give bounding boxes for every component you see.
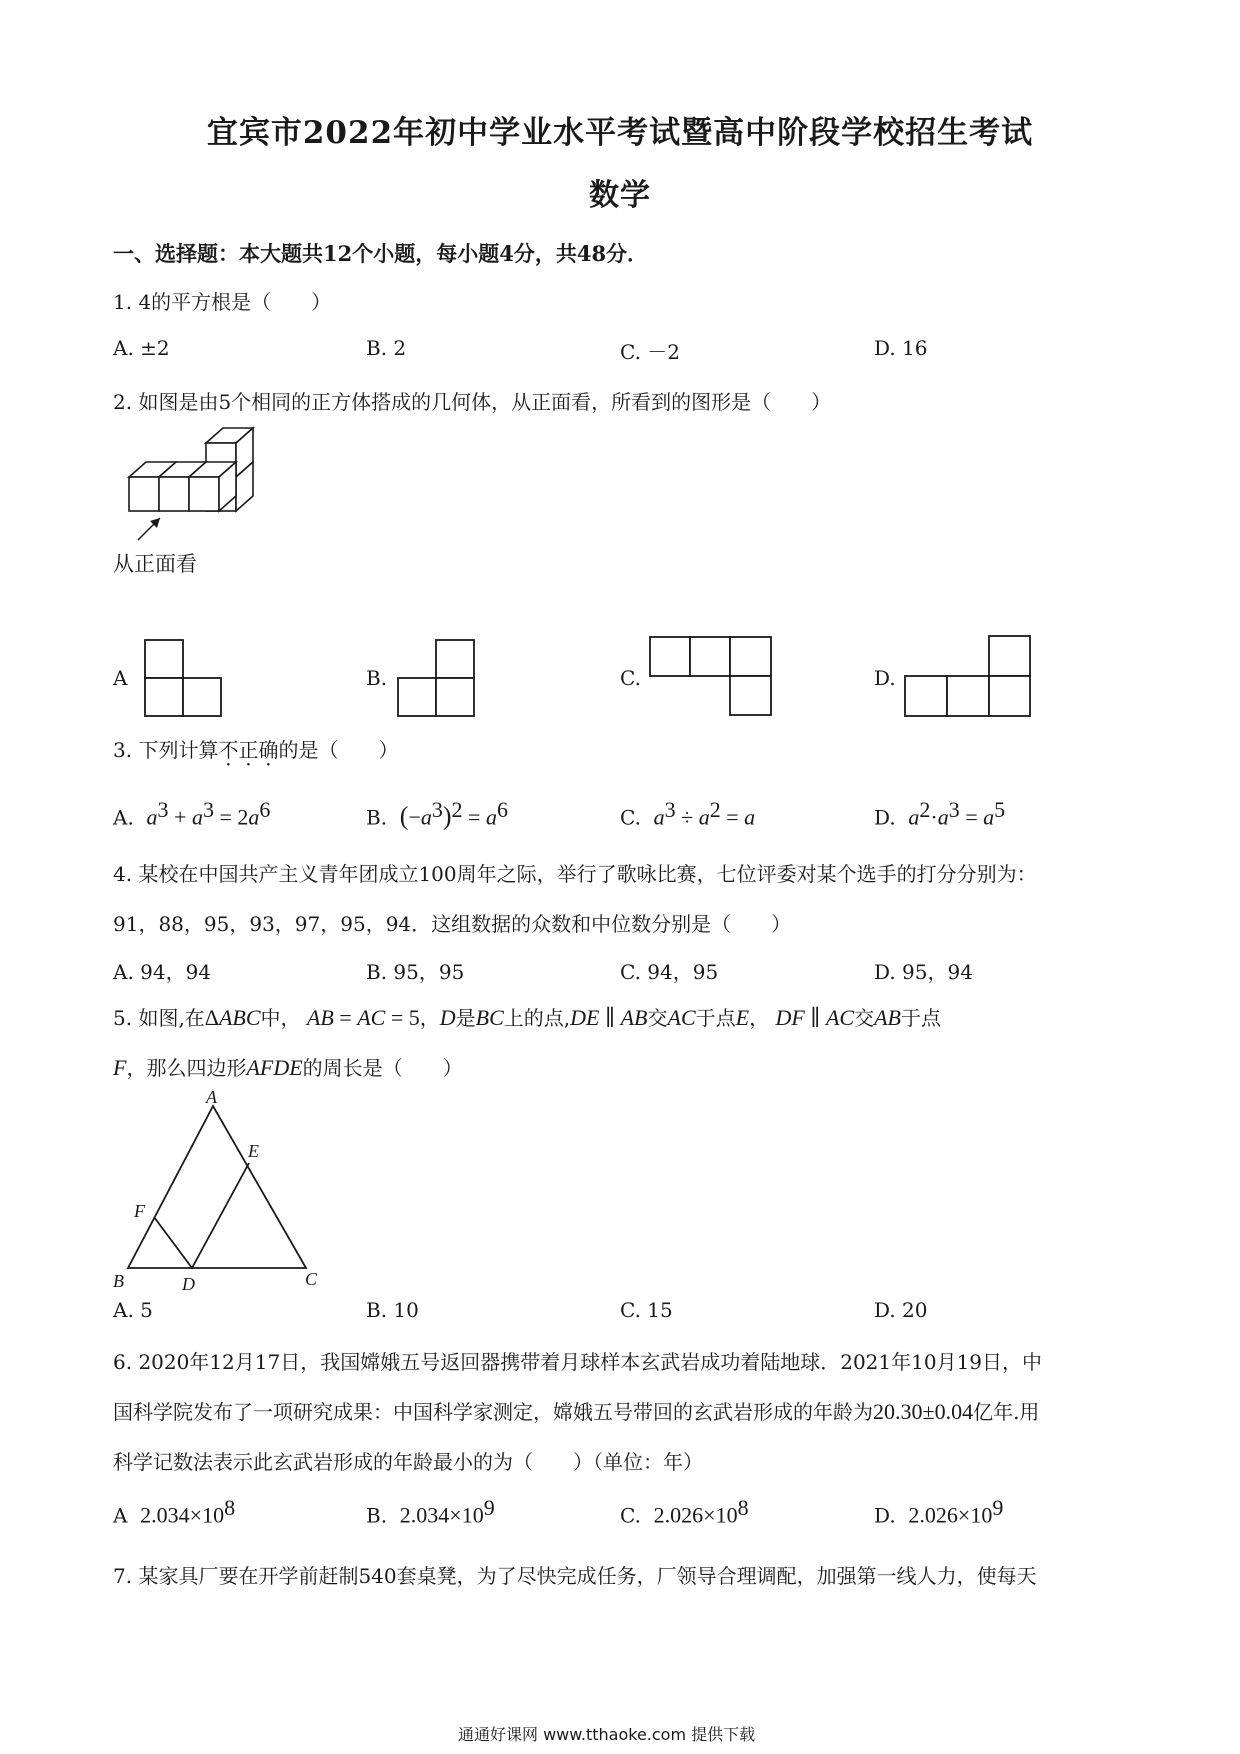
q6-line2-text: 国科学院发布了一项研究成果：中国科学家测定，嫦娥五号带回的玄武岩形成的年龄为 [113, 1400, 873, 1424]
question-5-line2: F，那么四边形AFDE的周长是（ ） [113, 1055, 463, 1080]
q6-option-a-letter: A [113, 1503, 128, 1528]
front-view-label: 从正面看 [113, 552, 197, 576]
q3-option-d-letter: D. [874, 805, 896, 830]
question-6-line1: 6. 2020年12月17日，我国嫦娥五号返回器携带着月球样本玄武岩成功着陆地球．2021年10月19日，中 [113, 1350, 1043, 1374]
q2-option-d-letter: D. [874, 666, 896, 690]
q4-option-c: C. 94，95 [620, 960, 719, 984]
q5-line1-part4: 上的点, [503, 1006, 571, 1030]
q5-line1-part2: ， [419, 1006, 440, 1030]
question-2-stem: 2. 如图是由5个相同的正方体搭成的几何体，从正面看，所看到的图形是（ ） [113, 390, 832, 414]
q6-option-d-letter: D. [874, 1503, 896, 1528]
q3-option-b: B. $(-a^3)^2 = a^6$ [366, 797, 508, 831]
page-footer: 通通好课网 www.tthaoke.com 提供下载 [458, 1725, 756, 1744]
label-F: F [134, 1201, 145, 1221]
q5-line1-part3: 是 [455, 1006, 476, 1030]
q6-option-a: A $2.034\times 10^8$ [113, 1495, 236, 1528]
question-7-line1: 7. 某家具厂要在开学前赶制540套桌凳，为了尽快完成任务，厂领导合理调配，加强第一线人力，使每天 [113, 1564, 1037, 1588]
q5-line2-part1: ，那么四边形 [126, 1056, 247, 1080]
exam-subtitle: 数学 [589, 178, 651, 213]
q3-stem-emphasis: 不正确 [218, 738, 279, 762]
q5-option-d: D. 20 [874, 1298, 928, 1322]
q6-option-c: C. $2.026\times 10^8$ [620, 1495, 749, 1528]
question-4-line1: 4. 某校在中国共产主义青年团成立100周年之际，举行了歌咏比赛，七位评委对某个选手的打分分别为： [113, 862, 1037, 886]
q6-age-value: 20.30±0.04 [873, 1399, 974, 1424]
question-1-stem: 1. 4的平方根是（ ） [113, 290, 332, 314]
q3-option-b-letter: B. [366, 805, 388, 830]
q1-option-d: D. 16 [874, 336, 928, 360]
q2-option-b-letter: B. [366, 666, 388, 690]
question-4-line2: 91，88，95，93，97，95，94．这组数据的众数和中位数分别是（ ） [113, 912, 792, 936]
q6-option-b-letter: B. [366, 1503, 388, 1528]
q5-line1-part9: 于点 [900, 1006, 941, 1030]
q5-line2-part2: 的周长是（ ） [302, 1056, 463, 1080]
q1-option-a: A. ±2 [113, 336, 170, 360]
q3-option-d: D. $a^2\cdot a^3 = a^5$ [874, 797, 1006, 830]
q3-option-c-letter: C. [620, 805, 641, 830]
q5-line1-part1: 中， [260, 1006, 301, 1030]
question-6-line2 [113, 1396, 1039, 1425]
question-5-line1: 5. 如图,在ΔABC中， AB = AC = 5，D是BC上的点,DE ∥ AB交AC于点E， DF ∥ AC交AB于点 [113, 1005, 941, 1030]
q3-option-a-letter: A. [113, 805, 134, 830]
question-6-line3: 科学记数法表示此玄武岩形成的年龄最小的为（ ）（单位：年） [113, 1450, 703, 1474]
q4-option-b: B. 95，95 [366, 960, 465, 984]
q6-option-c-letter: C. [620, 1503, 641, 1528]
q5-line1-prefix: 5. 如图,在 [113, 1006, 205, 1030]
q5-line1-part6: 于点 [695, 1006, 736, 1030]
q3-option-c: C. $a^3 \div a^2 = a$ [620, 797, 756, 830]
q5-line1-part7: ， [749, 1006, 770, 1030]
label-E: E [248, 1141, 259, 1161]
q5-option-c: C. 15 [620, 1298, 673, 1322]
label-B: B [113, 1271, 124, 1291]
exam-title: 宜宾市2022年初中学业水平考试暨高中阶段学校招生考试 [206, 115, 1034, 151]
label-A: A [206, 1087, 217, 1107]
q6-line2-end: 亿年.用 [973, 1400, 1040, 1424]
q3-stem-after: 的是（ ） [278, 738, 399, 762]
q3-stem-before: 3. 下列计算 [113, 738, 219, 762]
q5-line1-part8: 交 [854, 1006, 875, 1030]
q5-option-a: A. 5 [113, 1298, 153, 1322]
q1-option-b: B. 2 [366, 336, 407, 360]
q6-option-d: D. $2.026\times 10^9$ [874, 1495, 1004, 1528]
q6-option-b: B. $2.034\times 10^9$ [366, 1495, 495, 1528]
q5-option-b: B. 10 [366, 1298, 419, 1322]
q4-option-d: D. 95，94 [874, 960, 973, 984]
section-heading: 一、选择题：本大题共12个小题，每小题4分，共48分． [113, 241, 649, 266]
q3-option-a: A. $a^3 + a^3 = 2a^6$ [113, 797, 271, 830]
q5-line1-part5: 交 [647, 1006, 668, 1030]
q1-option-c: C. －2 [620, 340, 681, 364]
q2-option-c-letter: C. [620, 666, 641, 690]
q2-option-a-letter: A [113, 666, 128, 690]
label-D: D [182, 1274, 195, 1294]
q4-option-a: A. 94，94 [113, 960, 212, 984]
label-C: C [305, 1269, 318, 1289]
